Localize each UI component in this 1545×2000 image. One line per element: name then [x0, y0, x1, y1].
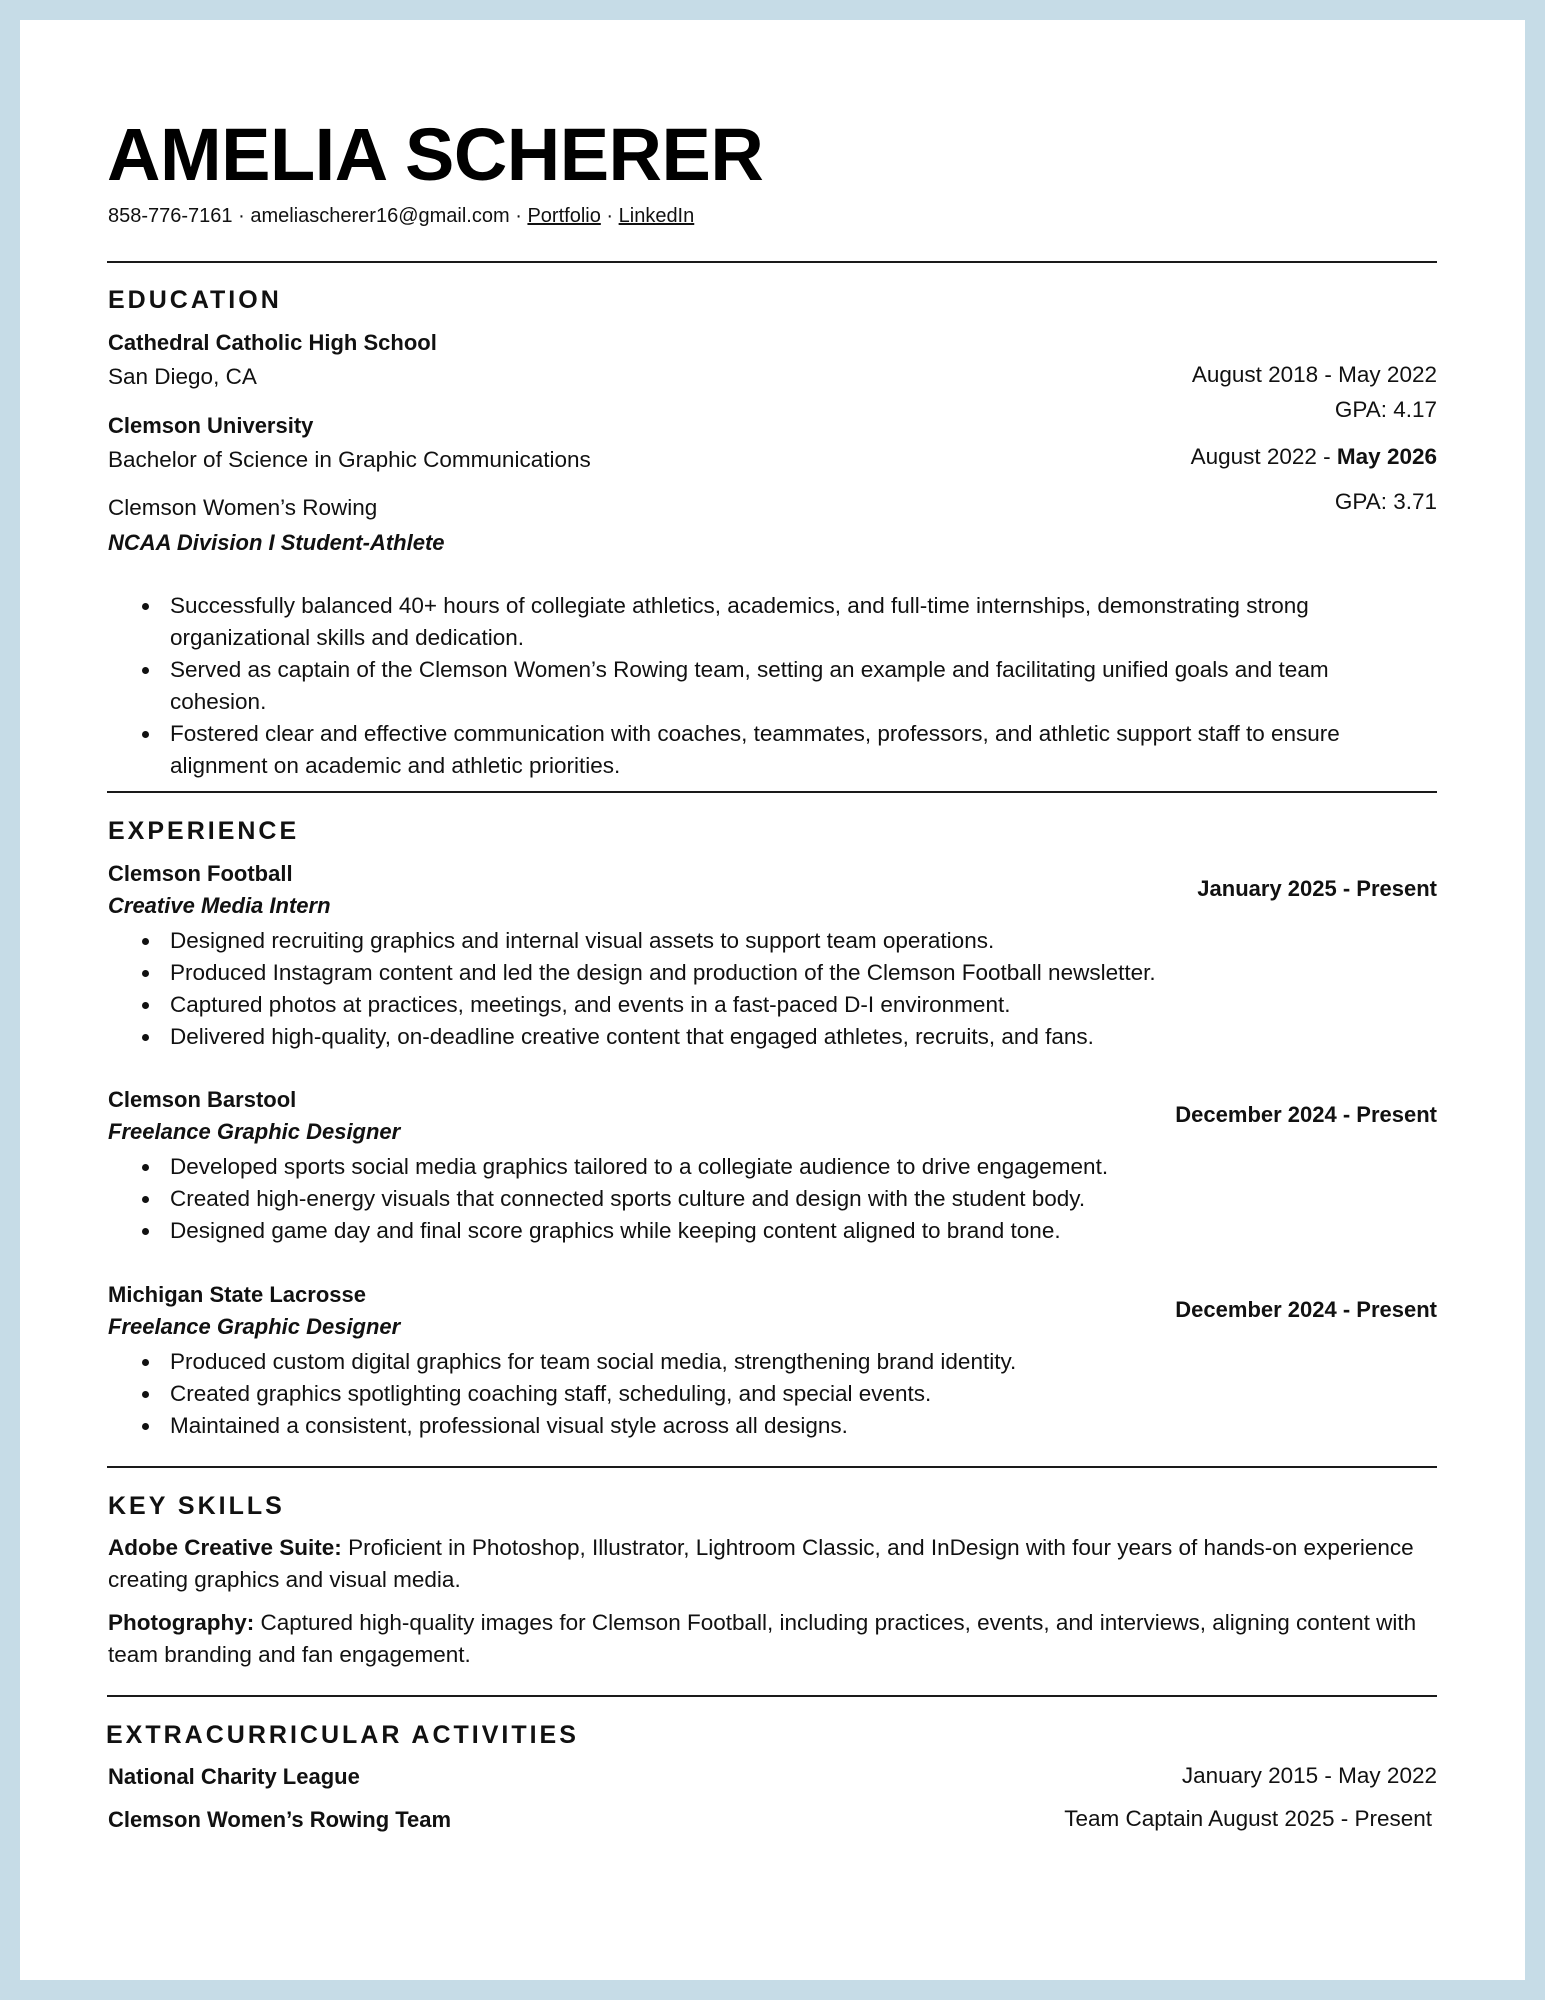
job-dates: January 2025 - Present [1197, 876, 1437, 901]
job-org: Clemson Football [108, 861, 293, 886]
list-item: Developed sports social media graphics tailored to a collegiate audience to drive engagement. [130, 1151, 1420, 1183]
separator: · [515, 205, 522, 227]
portfolio-link[interactable]: Portfolio [527, 205, 601, 227]
job-dates: December 2024 - Present [1175, 1102, 1437, 1127]
list-item: Captured photos at practices, meetings, and events in a fast-paced D-I environment. [130, 989, 1420, 1021]
list-item: Created graphics spotlighting coaching staff, scheduling, and special events. [130, 1378, 1420, 1410]
section-title-education: EDUCATION [108, 286, 282, 314]
job-org: Clemson Barstool [108, 1087, 297, 1112]
job-role: Freelance Graphic Designer [108, 1119, 401, 1144]
separator: · [238, 205, 245, 227]
skill-label: Photography: [108, 1610, 255, 1635]
skill-text: Captured high-quality images for Clemson Football, including practices, events, and interviews, aligning content with team branding and fan engagement. [108, 1610, 1417, 1667]
list-item: Produced Instagram content and led the design and production of the Clemson Football newsletter. [130, 957, 1420, 989]
skill-text: Proficient in Photoshop, Illustrator, Lightroom Classic, and InDesign with four years of hands-on experience creating graphics and visual media. [108, 1535, 1414, 1592]
dates-start: August 2022 - [1190, 444, 1337, 469]
school-dates [1191, 444, 1437, 470]
linkedin-link[interactable]: LinkedIn [618, 205, 695, 227]
job-dates: December 2024 - Present [1175, 1297, 1437, 1322]
list-item: Produced custom digital graphics for team social media, strengthening brand identity. [130, 1346, 1420, 1378]
activity-name: National Charity League [108, 1764, 360, 1789]
athletics-team: Clemson Women’s Rowing [108, 495, 378, 520]
divider [107, 1695, 1437, 1697]
divider [107, 261, 1437, 263]
activity-detail: January 2015 - May 2022 [1181, 1763, 1437, 1788]
job-bullets [130, 1346, 1420, 1442]
section-title-skills: KEY SKILLS [108, 1492, 285, 1520]
athletics-bullets [130, 590, 1420, 782]
athletics-role: NCAA Division I Student-Athlete [108, 530, 445, 555]
divider [107, 791, 1437, 793]
degree: Bachelor of Science in Graphic Communications [108, 447, 591, 472]
section-title-experience: EXPERIENCE [108, 817, 300, 845]
list-item: Designed recruiting graphics and internal visual assets to support team operations. [130, 925, 1420, 957]
skill-item [108, 1607, 1438, 1671]
school-location: San Diego, CA [108, 364, 257, 389]
job-role: Freelance Graphic Designer [108, 1314, 401, 1339]
divider [107, 1466, 1437, 1468]
job-bullets [130, 1151, 1420, 1247]
skill-item [108, 1532, 1438, 1596]
list-item: Created high-energy visuals that connected sports culture and design with the student body. [130, 1183, 1420, 1215]
candidate-name: AMELIA SCHERER [107, 113, 764, 196]
email: ameliascherer16@gmail.com [250, 205, 510, 227]
job-org: Michigan State Lacrosse [108, 1282, 366, 1307]
school-name: Clemson University [108, 413, 314, 438]
school-dates: August 2018 - May 2022 [1191, 362, 1437, 387]
list-item: Delivered high-quality, on-deadline creative content that engaged athletes, recruits, and fans. [130, 1021, 1420, 1053]
list-item: Successfully balanced 40+ hours of collegiate athletics, academics, and full-time internships, demonstrating strong organizational skills and dedication. [130, 590, 1420, 654]
section-title-extracurricular: EXTRACURRICULAR ACTIVITIES [106, 1721, 579, 1749]
job-bullets [130, 925, 1420, 1053]
contact-line [108, 205, 694, 228]
list-item: Maintained a consistent, professional visual style across all designs. [130, 1410, 1420, 1442]
list-item: Served as captain of the Clemson Women’s Rowing team, setting an example and facilitating unified goals and team cohesion. [130, 654, 1420, 718]
resume-page [20, 20, 1525, 1980]
job-role: Creative Media Intern [108, 893, 331, 918]
separator: · [606, 205, 614, 227]
activity-name: Clemson Women’s Rowing Team [108, 1807, 452, 1832]
school-name: Cathedral Catholic High School [108, 330, 437, 355]
activity-detail: Team Captain August 2025 - Present [1064, 1806, 1432, 1831]
school-gpa: GPA: 3.71 [1334, 489, 1437, 514]
school-gpa: GPA: 4.17 [1334, 397, 1437, 422]
list-item: Designed game day and final score graphics while keeping content aligned to brand tone. [130, 1215, 1420, 1247]
skill-label: Adobe Creative Suite: [108, 1535, 342, 1560]
list-item: Fostered clear and effective communication with coaches, teammates, professors, and athletic support staff to ensure alignment on academic and athletic priorities. [130, 718, 1420, 782]
phone: 858-776-7161 [108, 205, 233, 227]
dates-end: May 2026 [1336, 444, 1437, 469]
